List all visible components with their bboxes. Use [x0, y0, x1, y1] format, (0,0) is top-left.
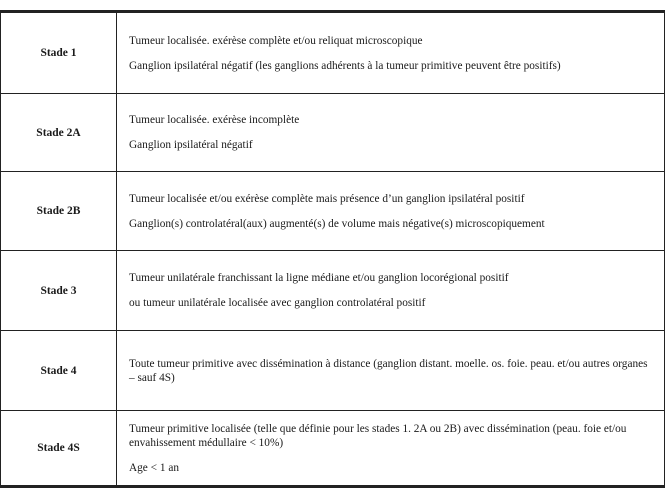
stage-description	[117, 411, 665, 487]
description-line: Tumeur localisée. exérèse incomplète	[129, 114, 300, 126]
description-line: Toute tumeur primitive avec dissémination à distance (ganglion distant. moelle. os. foie. peau. et/ou autres organes – sauf 4S)	[129, 357, 648, 384]
stage-description	[117, 251, 665, 331]
table-row	[1, 94, 665, 172]
description-line: ou tumeur unilatérale localisée avec ganglion controlatéral positif	[129, 297, 426, 309]
table-row	[1, 411, 665, 487]
stage-description	[117, 12, 665, 94]
stage-description	[117, 331, 665, 411]
stage-description	[117, 94, 665, 172]
stage-label: Stade 4S	[1, 411, 117, 487]
stage-label: Stade 2B	[1, 172, 117, 251]
stage-label: Stade 4	[1, 331, 117, 411]
table-row	[1, 172, 665, 251]
description-line: Tumeur primitive localisée (telle que définie pour les stades 1. 2A ou 2B) avec dissémination (peau. foie et/ou envahissement médullaire < 10%)	[129, 422, 627, 449]
description-line: Age < 1 an	[129, 461, 179, 474]
description-line: Ganglion(s) controlatéral(aux) augmenté(s) de volume mais négative(s) microscopiquement	[129, 217, 545, 230]
stage-label: Stade 3	[1, 251, 117, 331]
stage-label: Stade 2A	[1, 94, 117, 172]
table-row	[1, 331, 665, 411]
description-line: Tumeur localisée et/ou exérèse complète mais présence d’un ganglion ipsilatéral positif	[129, 192, 525, 205]
table-row	[1, 12, 665, 94]
description-line: Tumeur localisée. exérèse complète et/ou reliquat microscopique	[129, 34, 423, 47]
description-line: Ganglion ipsilatéral négatif	[129, 139, 253, 151]
staging-table	[0, 10, 665, 488]
stage-description	[117, 172, 665, 251]
description-line: Tumeur unilatérale franchissant la ligne médiane et/ou ganglion locorégional positif	[129, 272, 509, 284]
table-row	[1, 251, 665, 331]
stage-label: Stade 1	[1, 12, 117, 94]
description-line: Ganglion ipsilatéral négatif (les ganglions adhérents à la tumeur primitive peuvent être positifs)	[129, 59, 561, 72]
